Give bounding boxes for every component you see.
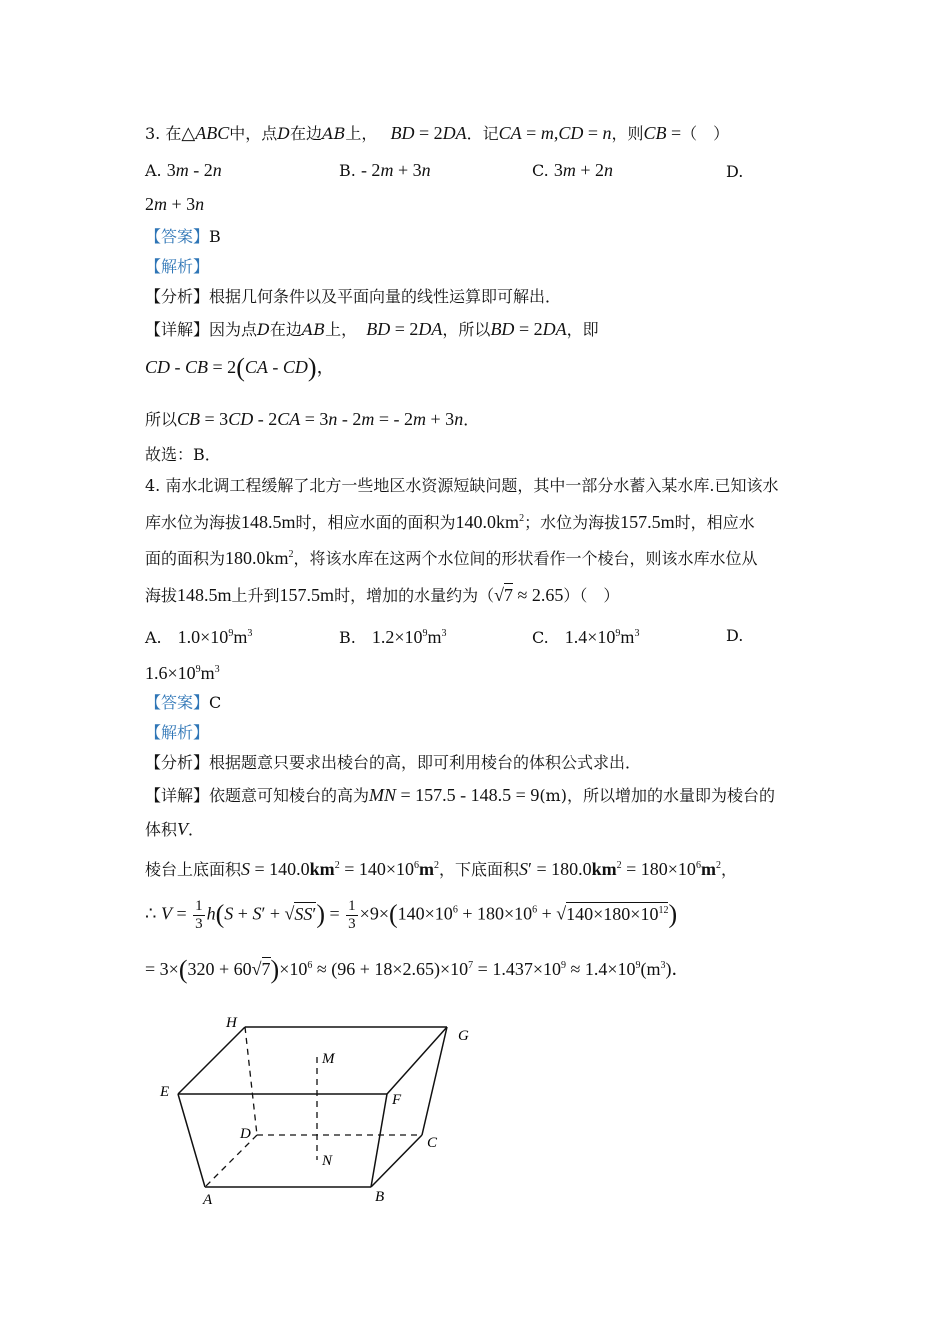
q4-option-c: C. $1.4\times 10^9m^3$ xyxy=(532,627,640,647)
q4-option-b: B. $1.2\times 10^9m^3$ xyxy=(339,627,447,647)
answer-value: B xyxy=(209,227,221,246)
q3-option-b: B. - 2m + 3n xyxy=(339,160,431,180)
label-m: M xyxy=(322,1051,335,1067)
label-a: A xyxy=(203,1192,213,1208)
q4-option-d-value: $1.6\times 10^9m^3$ xyxy=(145,663,220,683)
q4-fenxi: 【分析】根据题意只要求出棱台的高，即可利用棱台的体积公式求出． xyxy=(145,753,642,772)
edge-hd xyxy=(245,1027,257,1135)
edge-fg xyxy=(387,1027,447,1094)
q3-detail-1: 【详解】因为点D在边AB上， BD = 2DA，所以BD = 2DA，即 xyxy=(145,319,599,339)
q4-analysis-tag: 【解析】 xyxy=(145,723,210,742)
edge-he xyxy=(178,1027,245,1094)
q3-stem: 3. 在△ABC中，点D在边AB上， BD = 2DA．记CA = m,CD = n，则CB =（ ） xyxy=(145,123,730,143)
q3-detail-2: CD - CB = 2(CA - CD)， xyxy=(145,353,335,382)
q3-option-c: C. 3m + 2n xyxy=(532,160,613,180)
edge-da xyxy=(205,1135,257,1187)
label-g: G xyxy=(458,1028,469,1044)
q4-detail-4: ∴ V = $\frac{1}{3}$ h(S + S′ + √SS′) = $\frac{1}{3}$ $\times 9\times(140\times 10^6 + 180\times 10^6 + √140\times 180\times 10^{12})$ xyxy=(145,898,678,932)
q3-option-d-value: 2m + 3n xyxy=(145,194,205,214)
q4-stem-line-3: 面的面积为$180.0km^2$，将该水库在这两个水位间的形状看作一个棱台，则该水库水位从 xyxy=(145,548,758,568)
label-d: D xyxy=(240,1126,251,1142)
q4-stem-line-4: 海拔148.5m上升到157.5m时，增加的水量约为（√7 ≈ 2.65）（ ） xyxy=(145,585,620,605)
label-e: E xyxy=(160,1084,170,1100)
q4-answer xyxy=(145,692,221,714)
q3-detail-3: 所以CB = 3CD - 2CA = 3n - 2m = - 2m + 3n． xyxy=(145,409,480,429)
q4-detail-1: 【详解】依题意可知棱台的高为MN = 157.5 - 148.5 = 9(m)，所以增加的水量即为棱台的 xyxy=(145,785,775,805)
q4-stem-line-2: 库水位为海拔148.5m时，相应水面的面积为$140.0km^2$；水位为海拔157.5m时，相应水 xyxy=(145,512,755,532)
label-c: C xyxy=(427,1135,438,1151)
q4-detail-5: = $3\times(320 + 60√7)\times 10^6 \approx (96 + 18\times 2.65)\times 10^7 = 1.437\times 10^9 \approx 1.4\times 10^9(m^3)$． xyxy=(145,955,690,984)
edge-ea xyxy=(178,1094,205,1187)
frustum-figure xyxy=(150,1005,510,1235)
q3-option-a: A. 3m - 2n xyxy=(145,160,222,180)
q4-option-d-label: D. xyxy=(726,626,744,645)
q3-option-d-label: D. xyxy=(726,162,744,181)
q4-detail-2: 体积V． xyxy=(145,819,205,839)
answer-tag: 【答案】 xyxy=(145,227,210,246)
edge-gc xyxy=(422,1027,447,1135)
label-h: H xyxy=(226,1015,237,1031)
q4-detail-3: 棱台上底面积$S = 140.0km^2 = 140\times 10^6m^2$，下底面积$S' = 180.0km^2 = 180\times 10^6m^2$， xyxy=(145,859,737,879)
answer-value: C xyxy=(209,693,222,712)
q3-fenxi: 【分析】根据几何条件以及平面向量的线性运算即可解出． xyxy=(145,287,562,306)
q4-stem-line-1: 4. 南水北调工程缓解了北方一些地区水资源短缺问题，其中一部分水蓄入某水库.已知该水 xyxy=(145,476,779,495)
q3-analysis-tag: 【解析】 xyxy=(145,257,210,276)
label-n: N xyxy=(322,1153,333,1169)
q4-option-a: A. $1.0\times 10^9m^3$ xyxy=(145,627,253,647)
label-b: B xyxy=(375,1189,385,1205)
answer-tag: 【答案】 xyxy=(145,693,210,712)
label-f: F xyxy=(392,1092,402,1108)
q3-result: 故选：B． xyxy=(145,445,221,464)
q3-answer xyxy=(145,226,221,248)
